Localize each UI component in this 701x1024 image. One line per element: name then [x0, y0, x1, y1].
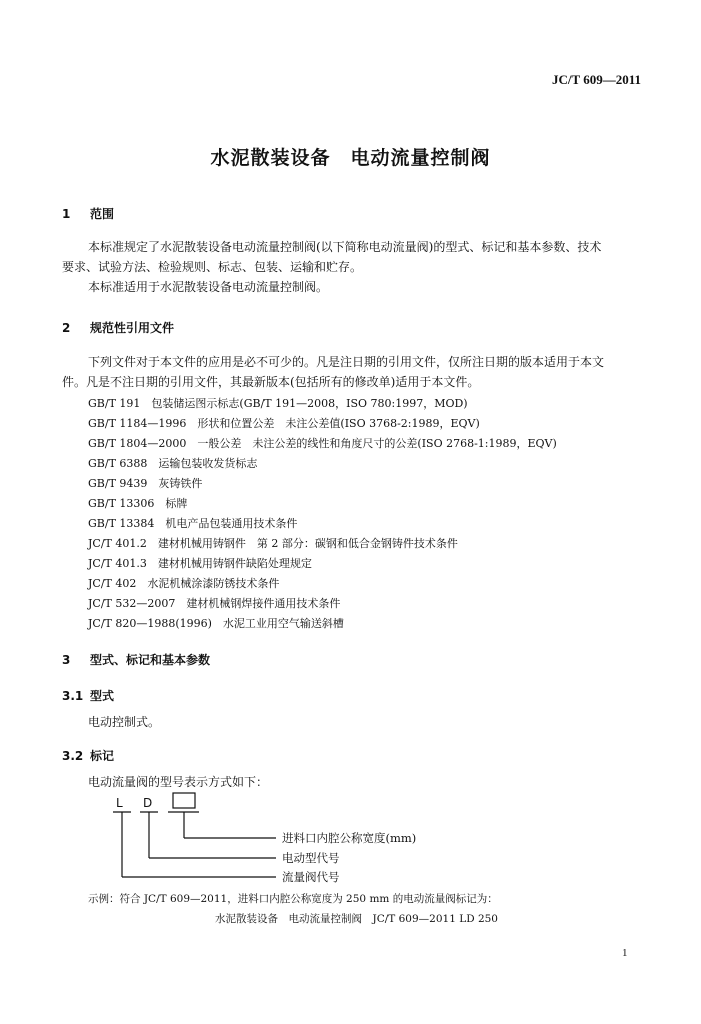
size-placeholder-box	[173, 793, 195, 808]
page-header: JC/T 609—2011	[552, 72, 641, 87]
label-inlet-width: 进料口内腔公称宽度(mm)	[282, 831, 417, 845]
section-title: 标记	[90, 749, 115, 763]
page-number: 1	[622, 947, 628, 959]
document-title: 水泥散装设备 电动流量控制阀	[210, 147, 491, 169]
section-title: 型式、标记和基本参数	[90, 653, 211, 667]
paragraph-line: 下列文件对于本文件的应用是必不可少的。凡是注日期的引用文件，仅所注日期的版本适用于本文	[88, 355, 605, 369]
paragraph: 电动控制式。	[88, 715, 161, 729]
paragraph-line: 要求、试验方法、检验规则、标志、包装、运输和贮存。	[62, 260, 363, 274]
paragraph-line: 本标准规定了水泥散装设备电动流量控制阀(以下简称电动流量阀)的型式、标记和基本参数、技术	[88, 240, 602, 254]
reference-item: JC/T 532—2007 建材机械钢焊接件通用技术条件	[88, 597, 341, 610]
reference-item: JC/T 402 水泥机械涂漆防锈技术条件	[88, 577, 280, 590]
section-number: 1	[62, 207, 71, 221]
section-title: 范围	[90, 207, 115, 221]
letter-l: L	[116, 796, 123, 810]
reference-item: GB/T 1804—2000 一般公差 未注公差的线性和角度尺寸的公差(ISO 2768-1:1989，EQV)	[88, 437, 557, 450]
reference-item: JC/T 401.3 建材机械用铸钢件缺陷处理规定	[88, 557, 312, 570]
reference-item: GB/T 9439 灰铸铁件	[88, 477, 203, 490]
letter-d: D	[143, 796, 153, 810]
reference-item: GB/T 1184—1996 形状和位置公差 未注公差值(ISO 3768-2:1989，EQV)	[88, 417, 480, 430]
reference-item: GB/T 13384 机电产品包装通用技术条件	[88, 517, 298, 530]
section-title: 型式	[90, 689, 115, 703]
reference-item: GB/T 13306 标牌	[88, 497, 188, 510]
paragraph: 本标准适用于水泥散装设备电动流量控制阀。	[88, 280, 329, 294]
section-number: 3.1	[62, 689, 84, 703]
example-marking: 水泥散装设备 电动流量控制阀 JC/T 609—2011 LD 250	[215, 913, 498, 925]
label-electric-type: 电动型代号	[282, 851, 340, 865]
example-text: 示例：符合 JC/T 609—2011，进料口内腔公称宽度为 250 mm 的电动流量阀标记为：	[88, 893, 498, 905]
reference-item: JC/T 820—1988(1996) 水泥工业用空气输送斜槽	[88, 617, 344, 630]
section-number: 3.2	[62, 749, 84, 763]
section-number: 3	[62, 653, 71, 667]
paragraph-line: 件。凡是不注日期的引用文件，其最新版本(包括所有的修改单)适用于本文件。	[62, 375, 480, 389]
paragraph: 电动流量阀的型号表示方式如下：	[88, 775, 269, 789]
section-number: 2	[62, 321, 71, 335]
reference-item: GB/T 191 包装储运图示标志(GB/T 191—2008，ISO 780:1997，MOD)	[88, 397, 468, 410]
reference-item: GB/T 6388 运输包装收发货标志	[88, 457, 258, 470]
section-title: 规范性引用文件	[90, 321, 175, 335]
label-flow-valve: 流量阀代号	[282, 870, 340, 884]
reference-item: JC/T 401.2 建材机械用铸钢件 第 2 部分：碳钢和低合金钢铸件技术条件	[88, 537, 458, 550]
